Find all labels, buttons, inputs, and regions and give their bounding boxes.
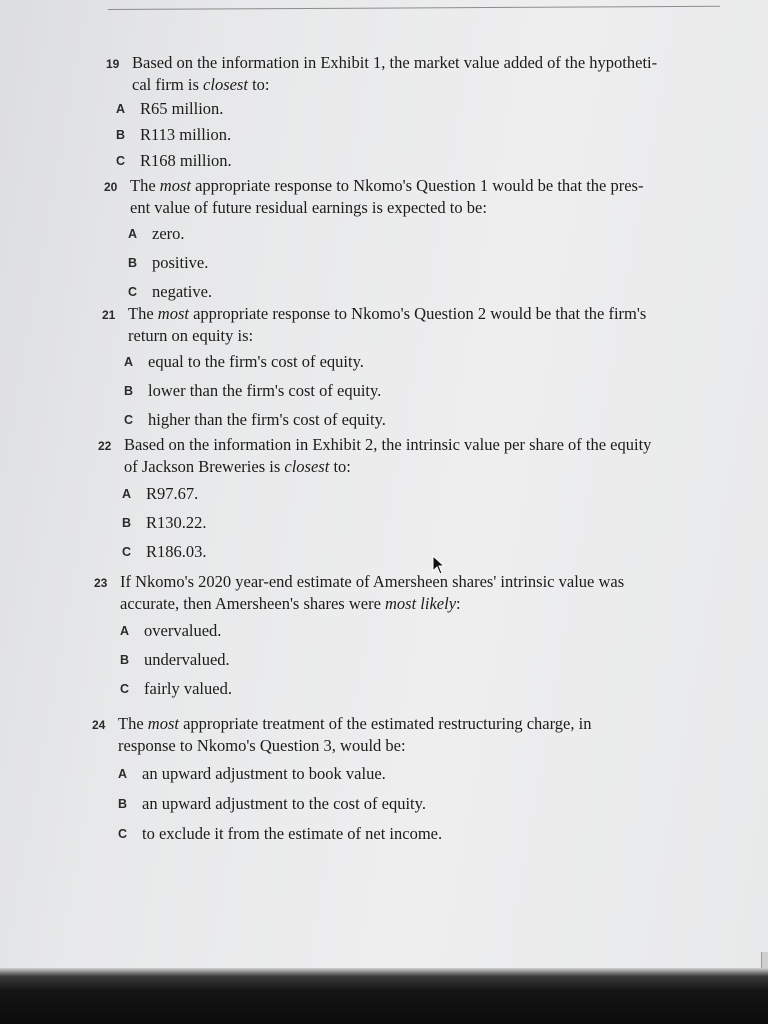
option-letter: A — [116, 102, 126, 116]
question-number: 24 — [92, 718, 106, 732]
option-letter: A — [128, 227, 138, 241]
question-number: 22 — [98, 439, 112, 453]
option-text: R113 million. — [140, 125, 232, 144]
option-b[interactable] — [116, 124, 732, 148]
option-letter: C — [124, 413, 134, 427]
question-number: 20 — [104, 180, 118, 194]
option-b[interactable] — [124, 380, 728, 407]
option-letter: B — [122, 516, 132, 530]
option-c[interactable] — [118, 823, 718, 851]
option-a[interactable] — [118, 763, 718, 791]
question-stem: The most appropriate treatment of the estimated restructuring charge, in response to Nkomo's Question 3, would be: — [118, 714, 592, 755]
option-text: R168 million. — [140, 151, 232, 170]
question-number: 21 — [102, 308, 116, 322]
top-divider — [108, 6, 720, 10]
question-20 — [104, 175, 730, 308]
option-letter: A — [118, 767, 128, 781]
question-22 — [98, 434, 744, 568]
option-text: positive. — [152, 253, 209, 272]
option-text: lower than the firm's cost of equity. — [148, 381, 382, 400]
option-b[interactable] — [122, 512, 744, 539]
option-b[interactable] — [128, 252, 730, 279]
option-text: overvalued. — [144, 621, 222, 640]
option-text: R186.03. — [146, 542, 207, 561]
question-23 — [94, 571, 720, 705]
question-19 — [106, 52, 732, 174]
option-letter: A — [120, 624, 130, 638]
question-stem: Based on the information in Exhibit 1, the market value added of the hypotheti- cal firm is closest to: — [132, 53, 658, 94]
option-letter: C — [118, 827, 128, 841]
option-text: zero. — [152, 224, 185, 243]
question-21 — [102, 303, 728, 436]
option-c[interactable] — [124, 409, 728, 436]
option-text: an upward adjustment to book value. — [142, 764, 386, 783]
option-letter: B — [120, 653, 130, 667]
option-letter: B — [118, 797, 128, 811]
option-c[interactable] — [116, 150, 732, 174]
option-letter: A — [122, 487, 132, 501]
option-letter: C — [120, 682, 130, 696]
option-a[interactable] — [128, 223, 730, 250]
option-a[interactable] — [120, 620, 720, 647]
option-a[interactable] — [116, 98, 732, 122]
option-text: to exclude it from the estimate of net income. — [142, 824, 443, 843]
question-24 — [92, 713, 718, 851]
question-stem: The most appropriate response to Nkomo's Question 1 would be that the pres- ent value of future residual earnings is expected to be: — [130, 176, 644, 217]
option-text: R65 million. — [140, 99, 224, 118]
mouse-pointer-icon — [432, 555, 446, 580]
option-b[interactable] — [118, 793, 718, 821]
monitor-bezel — [0, 968, 768, 1024]
option-letter: B — [124, 384, 134, 398]
option-c[interactable] — [120, 678, 720, 705]
option-text: an upward adjustment to the cost of equity. — [142, 794, 426, 813]
question-number: 19 — [106, 57, 120, 71]
option-text: equal to the firm's cost of equity. — [148, 352, 364, 371]
option-text: R130.22. — [146, 513, 207, 532]
question-number: 23 — [94, 576, 108, 590]
option-letter: B — [128, 256, 138, 270]
option-letter: C — [116, 154, 126, 168]
option-text: higher than the firm's cost of equity. — [148, 410, 386, 429]
option-letter: C — [122, 545, 132, 559]
option-letter: C — [128, 285, 138, 299]
question-stem: If Nkomo's 2020 year-end estimate of Amersheen shares' intrinsic value was accurate, then Amersheen's shares were most likely: — [120, 572, 625, 613]
option-letter: A — [124, 355, 134, 369]
question-stem: Based on the information in Exhibit 2, the intrinsic value per share of the equity of Jackson Breweries is closest to: — [124, 435, 652, 476]
option-a[interactable] — [124, 351, 728, 378]
option-a[interactable] — [122, 483, 744, 510]
option-b[interactable] — [120, 649, 720, 676]
option-text: R97.67. — [146, 484, 199, 503]
question-stem: The most appropriate response to Nkomo's Question 2 would be that the firm's return on equity is: — [128, 304, 647, 345]
option-letter: B — [116, 128, 126, 142]
option-text: undervalued. — [144, 650, 230, 669]
option-text: fairly valued. — [144, 679, 232, 698]
option-text: negative. — [152, 282, 213, 301]
